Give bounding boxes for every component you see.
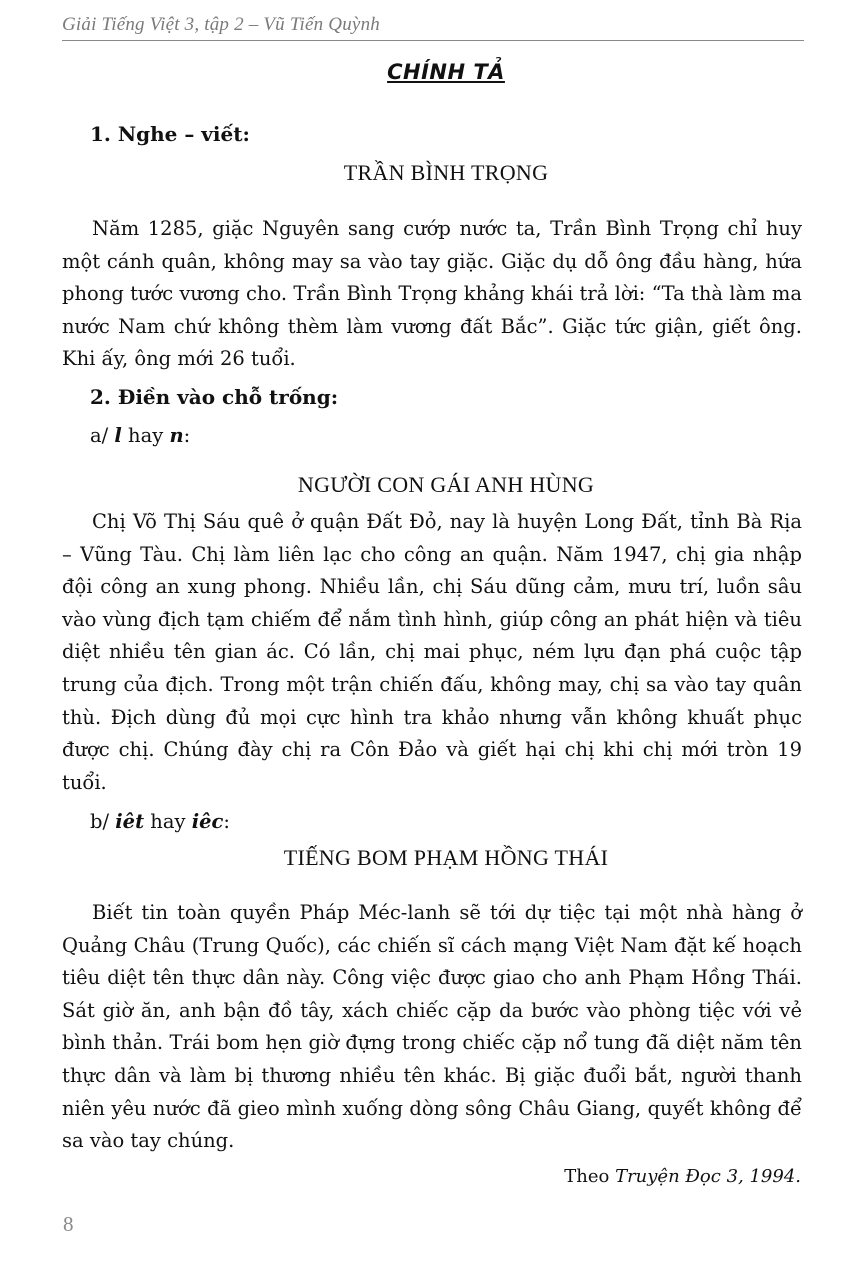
- source-work: Truyện Đọc 3, 1994.: [615, 1166, 801, 1187]
- part2a-paragraph: Chị Võ Thị Sáu quê ở quận Đất Đỏ, nay là huyện Long Đất, tỉnh Bà Rịa – Vũng Tàu. Chị làm liên lạc cho công an quận. Năm 1947, chị gia nhập đội công an xung phong. Nhiều lần, chị Sáu dũng cảm, mưu trí, luồn sâu vào vùng địch tạm chiếm để nắm tình hình, giúp công an phát hiện và tiêu diệt nhiều tên gian ác. Có lần, chị mai phục, ném lựu đạn phá cuộc tập trung của địch. Trong một trận chiến đấu, không may, chị sa vào tay quân thù. Địch dùng đủ mọi cực hình tra khảo nhưng vẫn không khuất phục được chị. Chúng đày chị ra Côn Đảo và giết hại chị khi chị mới tròn 19 tuổi.: [62, 510, 802, 794]
- part2b-option-iec: iêc: [191, 810, 224, 833]
- part1-paragraph: Năm 1285, giặc Nguyên sang cướp nước ta, Trần Bình Trọng chỉ huy một cánh quân, không may sa vào tay giặc. Giặc dụ dỗ ông đầu hàng, hứa phong tước vương cho. Trần Bình Trọng khảng khái trả lời: “Ta thà làm ma nước Nam chứ không thèm làm vương đất Bắc”. Giặc tức giận, giết ông. Khi ấy, ông mới 26 tuổi.: [62, 217, 802, 371]
- part2b-prefix: b/: [90, 810, 110, 833]
- part2b-option-iet: iêt: [115, 810, 145, 833]
- part2a-suffix: :: [183, 424, 191, 447]
- page-number: 8: [63, 1212, 74, 1236]
- part2b-suffix: :: [223, 810, 230, 833]
- part2a-label: [90, 424, 190, 447]
- part1-body: [62, 213, 802, 376]
- part1-heading: 1. Nghe – viết:: [90, 122, 250, 146]
- part2a-mid: hay: [128, 424, 164, 447]
- part2b-title: TIẾNG BOM PHẠM HỒNG THÁI: [283, 845, 609, 870]
- section-title: CHÍNH TẢ: [387, 60, 505, 84]
- part2a-body: [62, 506, 802, 799]
- part2b-label: [90, 810, 230, 833]
- part2a-option-n: n: [169, 424, 184, 447]
- running-header: Giải Tiếng Việt 3, tập 2 – Vũ Tiến Quỳnh: [62, 14, 804, 41]
- part2-heading: 2. Điền vào chỗ trống:: [90, 385, 339, 409]
- part2a-title: NGƯỜI CON GÁI ANH HÙNG: [297, 472, 595, 497]
- part2b-mid: hay: [150, 810, 186, 833]
- part2b-paragraph: Biết tin toàn quyền Pháp Méc-lanh sẽ tới dự tiệc tại một nhà hàng ở Quảng Châu (Trung Quốc), các chiến sĩ cách mạng Việt Nam đặt kế hoạch tiêu diệt tên thực dân này. Công việc được giao cho anh Phạm Hồng Thái. Sát giờ ăn, anh bận đồ tây, xách chiếc cặp da bước vào phòng tiệc với vẻ bình thản. Trái bom hẹn giờ đựng trong chiếc cặp nổ tung đã diệt năm tên thực dân và làm bị thương nhiều tên khác. Bị giặc đuổi bắt, người thanh niên yêu nước đã gieo mình xuống dòng sông Châu Giang, quyết không để sa vào tay chúng.: [62, 901, 802, 1153]
- part2a-option-l: l: [114, 424, 122, 447]
- part2a-prefix: a/: [90, 424, 109, 447]
- source-prefix: Theo: [564, 1166, 610, 1187]
- part1-title: TRẦN BÌNH TRỌNG: [343, 160, 549, 185]
- part2b-body: [62, 897, 802, 1158]
- source-citation: [564, 1166, 801, 1187]
